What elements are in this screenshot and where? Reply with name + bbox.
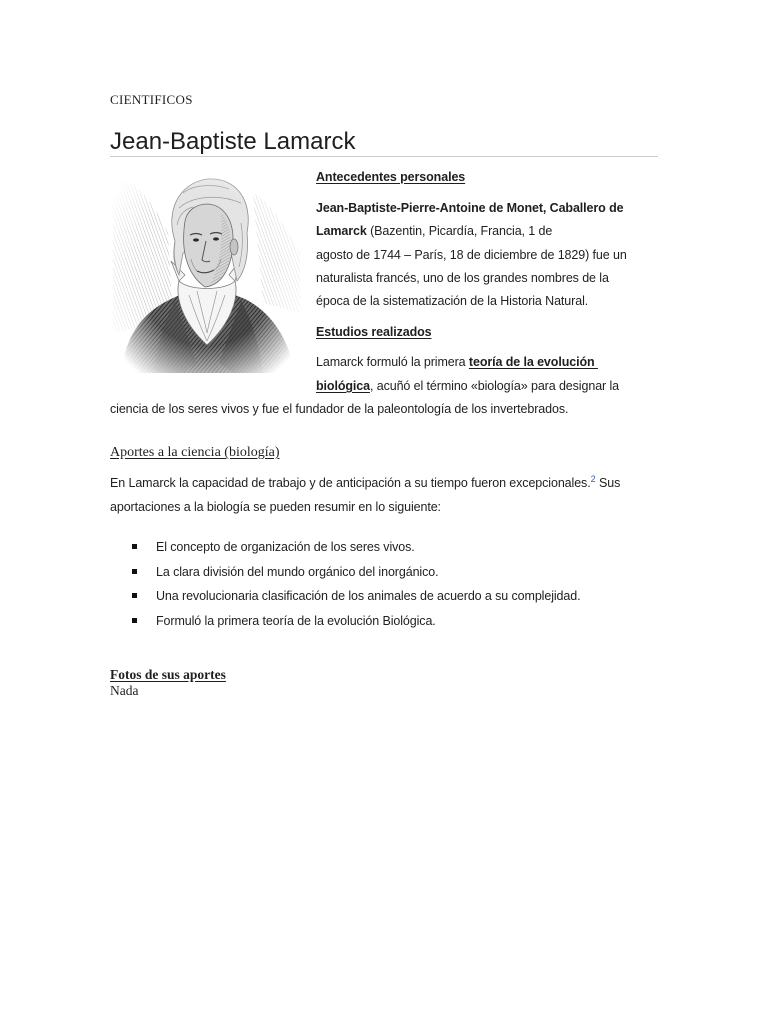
full-name-line: Jean-Baptiste-Pierre-Antoine de Monet, Caballero de [316, 201, 624, 215]
page-title: Jean-Baptiste Lamarck [110, 128, 356, 155]
list-item-text: Una revolucionaria clasificación de los animales de acuerdo a su complejidad. [156, 589, 581, 603]
name-end: Lamarck [316, 224, 367, 238]
contributions-intro-end: aportaciones a la biología se pueden resumir en lo siguiente: [110, 500, 441, 514]
intro-text-end: Sus [595, 476, 621, 490]
personal-heading: Antecedentes personales [316, 170, 466, 184]
bio-line: agosto de 1744 – París, 18 de diciembre de 1829) fue un [316, 248, 627, 262]
list-item-text: La clara división del mundo orgánico del inorgánico. [156, 565, 439, 579]
evolution-theory-link[interactable]: teoría de la evolución [468, 355, 598, 369]
studies-line [316, 378, 619, 394]
list-item-text: El concepto de organización de los seres vivos. [156, 540, 415, 554]
contributions-intro [110, 475, 620, 491]
studies-heading: Estudios realizados [316, 325, 432, 339]
photos-heading: Fotos de sus aportes [110, 667, 226, 682]
bio-line: época de la sistematización de la Historia Natural. [316, 294, 589, 308]
portrait-image [113, 163, 300, 373]
lamarck-portrait-engraving [113, 163, 300, 373]
birth-place-start: (Bazentin, Picardía, Francia, 1 de [366, 224, 553, 238]
footnote-reference[interactable]: 2 [590, 474, 596, 484]
studies-text: , acuñó el término «biología» para designar la [369, 379, 620, 393]
list-item [132, 588, 581, 604]
photos-body: Nada [110, 683, 139, 698]
bullet-icon [132, 544, 137, 549]
bullet-icon [132, 618, 137, 623]
list-item [132, 613, 436, 629]
studies-line [316, 354, 598, 370]
bullet-icon [132, 593, 137, 598]
list-item [132, 564, 438, 580]
studies-text: Lamarck formuló la primera [316, 355, 469, 369]
intro-text: En Lamarck la capacidad de trabajo y de anticipación a su tiempo fueron excepcionales. [110, 476, 591, 490]
list-item-text: Formuló la primera teoría de la evolución Biológica. [156, 614, 436, 628]
birth-line [316, 223, 552, 239]
evolution-theory-link-end[interactable]: biológica [316, 379, 370, 393]
document-header-label: CIENTIFICOS [110, 92, 193, 107]
title-divider [110, 156, 658, 157]
studies-line: ciencia de los seres vivos y fue el fundador de la paleontología de los invertebrados. [110, 402, 569, 416]
contributions-heading: Aportes a la ciencia (biología) [110, 445, 280, 460]
bio-line: naturalista francés, uno de los grandes nombres de la [316, 271, 609, 285]
list-item [132, 539, 415, 555]
bullet-icon [132, 569, 137, 574]
